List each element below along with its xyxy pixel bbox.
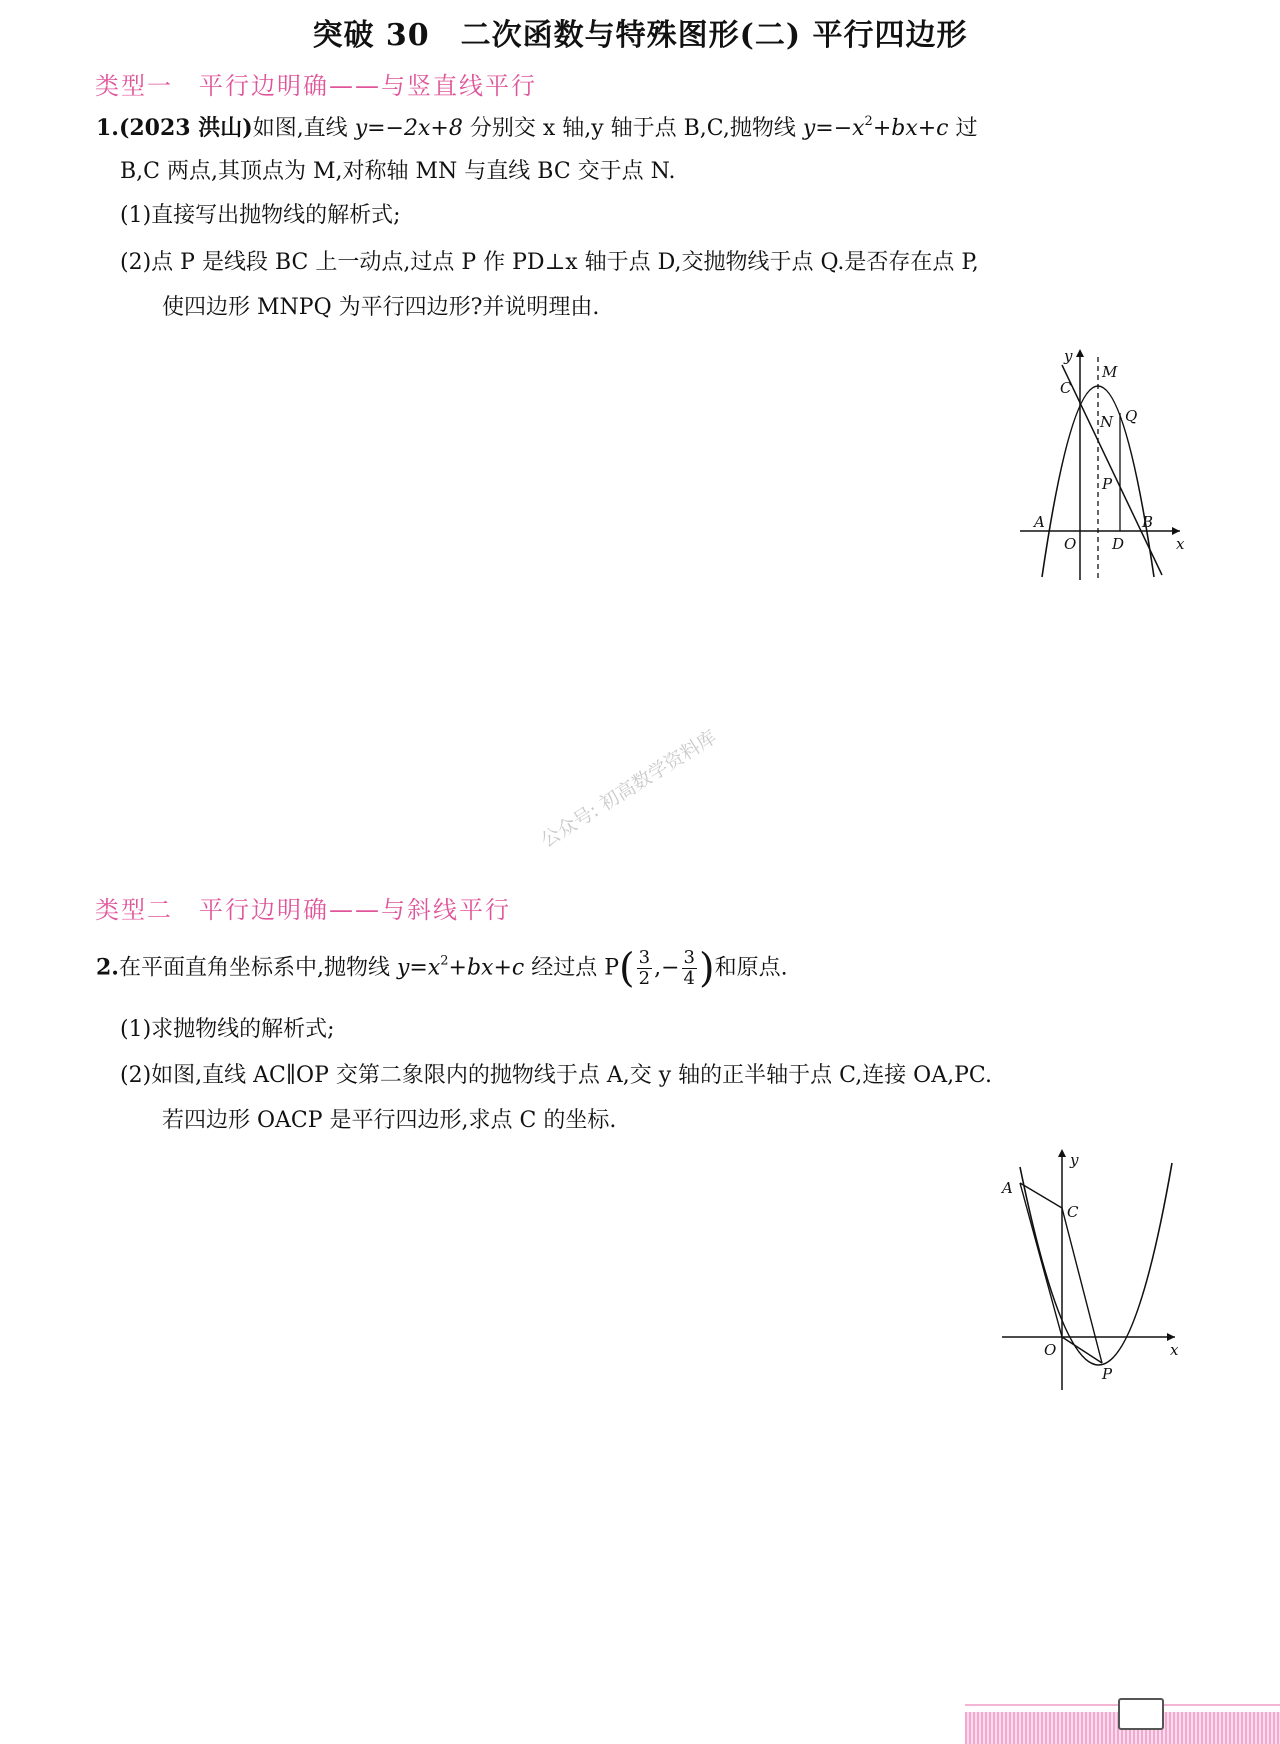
q1-text-a: 如图,直线 bbox=[252, 116, 355, 141]
q2-y-arrow bbox=[1058, 1149, 1066, 1157]
q1-number: 1. bbox=[96, 115, 119, 141]
q2-text-a: 在平面直角坐标系中,抛物线 bbox=[118, 955, 397, 981]
q1-line-equation: y=−2x+8 bbox=[354, 116, 463, 141]
q2-segment-oa bbox=[1020, 1183, 1062, 1337]
section-heading-type1: 类型一 平行边明确——与竖直线平行 bbox=[95, 72, 537, 100]
q2-number: 2. bbox=[96, 954, 119, 981]
q2-paren-open: ( bbox=[619, 945, 635, 992]
q1-part1: (1)直接写出抛物线的解析式; bbox=[120, 203, 401, 228]
q2-paren-close: ) bbox=[698, 945, 715, 992]
q1-source: (2023 洪山) bbox=[118, 115, 253, 141]
q1-x-arrow bbox=[1172, 527, 1180, 535]
q1-label-n: N bbox=[1100, 413, 1114, 431]
q1-label-o: O bbox=[1064, 535, 1077, 553]
q2-label-c: C bbox=[1067, 1203, 1079, 1221]
q1-label-c: C bbox=[1060, 379, 1072, 397]
q1-label-x: x bbox=[1176, 535, 1185, 553]
q1-parabola-eq-part1: y=−x bbox=[802, 116, 865, 141]
q1-text-b: 分别交 x 轴,y 轴于点 B,C,抛物线 bbox=[462, 116, 803, 141]
q2-point-sep: ,− bbox=[654, 955, 680, 981]
q2-text-c: 和原点. bbox=[714, 955, 788, 981]
q1-figure bbox=[1020, 345, 1190, 585]
q2-frac-x bbox=[637, 948, 652, 989]
q1-parabola-eq-part2: +bx+c bbox=[872, 116, 949, 141]
q2-frac-x-den: 2 bbox=[638, 968, 651, 989]
q1-label-q: Q bbox=[1125, 407, 1138, 425]
q2-segment-pc bbox=[1062, 1208, 1102, 1363]
q2-frac-y-num: 3 bbox=[683, 947, 695, 968]
q1-part2-line2: 使四边形 MNPQ 为平行四边形?并说明理由. bbox=[162, 295, 600, 320]
q1-exponent: 2 bbox=[864, 114, 873, 129]
page-title: 突破 30 二次函数与特殊图形(二) 平行四边形 bbox=[312, 18, 968, 53]
q1-label-p: P bbox=[1102, 475, 1113, 493]
q1-label-b: B bbox=[1142, 513, 1154, 531]
q2-label-y: y bbox=[1070, 1151, 1079, 1169]
q2-frac-x-num: 3 bbox=[638, 947, 651, 968]
q2-figure bbox=[990, 1145, 1190, 1395]
q1-label-a: A bbox=[1034, 513, 1045, 531]
q2-label-p: P bbox=[1102, 1365, 1113, 1383]
q2-exponent: 2 bbox=[440, 953, 449, 969]
q1-label-m: M bbox=[1102, 363, 1118, 381]
q2-parabola-eq-part1: y=x bbox=[396, 955, 441, 981]
q2-part2-line1: (2)如图,直线 AC∥OP 交第二象限内的抛物线于点 A,交 y 轴的正半轴于点 C,连接 OA,PC. bbox=[120, 1063, 992, 1088]
q2-label-o: O bbox=[1044, 1341, 1057, 1359]
q1-y-arrow bbox=[1076, 349, 1084, 357]
q2-line1 bbox=[96, 945, 788, 992]
q1-label-y: y bbox=[1064, 347, 1073, 365]
q2-frac-y bbox=[682, 948, 697, 989]
q1-text-c: 过 bbox=[948, 116, 978, 141]
q1-part2-line1: (2)点 P 是线段 BC 上一动点,过点 P 作 PD⊥x 轴于点 D,交抛物线于点 Q.是否存在点 P, bbox=[120, 250, 979, 275]
watermark: 公众号: 初高数学资料库 bbox=[537, 726, 721, 853]
q2-part1: (1)求抛物线的解析式; bbox=[120, 1017, 335, 1042]
q2-part2-line2: 若四边形 OACP 是平行四边形,求点 C 的坐标. bbox=[162, 1108, 617, 1133]
q2-frac-y-den: 4 bbox=[683, 968, 695, 989]
q2-label-a: A bbox=[1002, 1179, 1013, 1197]
q2-parabola-eq-part2: +bx+c bbox=[448, 955, 525, 981]
q2-x-arrow bbox=[1167, 1333, 1175, 1341]
q2-label-x: x bbox=[1170, 1341, 1179, 1359]
q1-line2: B,C 两点,其顶点为 M,对称轴 MN 与直线 BC 交于点 N. bbox=[120, 159, 676, 184]
q2-text-b: 经过点 P bbox=[524, 955, 620, 981]
q1-label-d: D bbox=[1112, 535, 1125, 553]
section-heading-type2: 类型二 平行边明确——与斜线平行 bbox=[95, 896, 511, 924]
page-number-box bbox=[1118, 1698, 1164, 1730]
q1-line1 bbox=[96, 112, 978, 145]
